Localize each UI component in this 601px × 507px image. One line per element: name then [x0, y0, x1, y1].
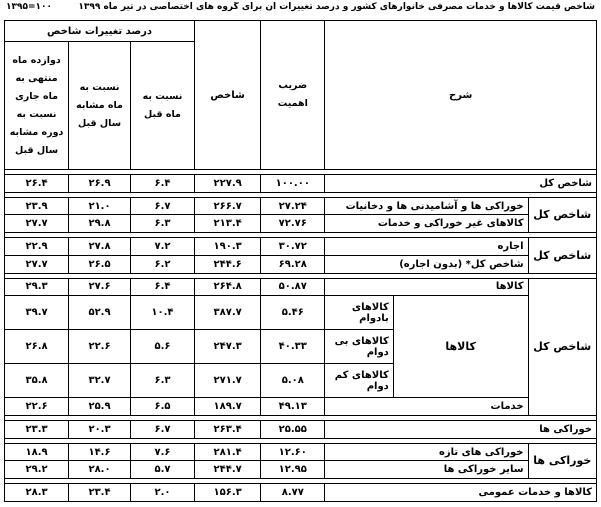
row-monthly: ۶.۲ — [130, 255, 194, 273]
row-twelve: ۲۳.۹ — [5, 197, 69, 215]
table-row — [5, 197, 597, 215]
row-description: سایر خوراکی ها — [325, 461, 528, 479]
row-twelve: ۲۷.۷ — [5, 215, 69, 233]
row-index: ۱۹۰.۳ — [195, 238, 261, 256]
table-row — [5, 443, 597, 461]
row-monthly: ۵.۷ — [130, 461, 194, 479]
header-row-1 — [5, 21, 597, 42]
row-index: ۲۴۷.۳ — [195, 330, 261, 364]
row-weight: ۱۲.۶۰ — [261, 443, 325, 461]
row-monthly: ۶.۴ — [130, 278, 194, 296]
header-change-group: درصد تغییرات شاخص — [5, 21, 195, 42]
header-yearly: نسبت به ماه مشابه سال قبل — [69, 42, 131, 170]
row-yearly: ۲۳.۴ — [69, 484, 131, 502]
table-row — [5, 175, 597, 193]
row-monthly: ۶.۷ — [130, 420, 194, 438]
header-monthly: نسبت به ماه قبل — [130, 42, 194, 170]
row-monthly: ۶.۳ — [130, 364, 194, 398]
table-row — [5, 255, 597, 273]
row-monthly: ۶.۷ — [130, 197, 194, 215]
row-twelve: ۲۲.۶ — [5, 398, 69, 416]
row-weight: ۶۹.۲۸ — [261, 255, 325, 273]
row-weight: ۵۰.۸۷ — [261, 278, 325, 296]
header-twelve: دوازده ماه منتهی به ماه جاری نسبت به دوره مشابه سال قبل — [5, 42, 69, 170]
row-weight: ۴۹.۱۳ — [261, 398, 325, 416]
row-monthly: ۶.۵ — [130, 398, 194, 416]
row-index: ۲۶۴.۸ — [195, 278, 261, 296]
row-yearly: ۲۹.۸ — [69, 215, 131, 233]
header-description: شرح — [325, 21, 597, 170]
row-yearly: ۲۷.۸ — [69, 238, 131, 256]
row-index: ۲۴۴.۶ — [195, 255, 261, 273]
row-description: شاخص کل — [325, 175, 597, 193]
row-index: ۲۸۱.۴ — [195, 443, 261, 461]
row-weight: ۴۰.۳۳ — [261, 330, 325, 364]
row-weight: ۳۰.۷۲ — [261, 238, 325, 256]
row-twelve: ۱۸.۹ — [5, 443, 69, 461]
row-description: خوراکی های تازه — [325, 443, 528, 461]
group-label-foods: خوراکی ها — [528, 443, 596, 478]
row-monthly: ۲.۰ — [130, 484, 194, 502]
row-monthly: ۶.۳ — [130, 215, 194, 233]
table-row — [5, 296, 597, 330]
row-description: اجاره — [325, 238, 528, 256]
row-weight: ۸.۷۷ — [261, 484, 325, 502]
row-weight: ۵.۰۸ — [261, 364, 325, 398]
row-index: ۲۱۳.۴ — [195, 215, 261, 233]
table-row — [5, 461, 597, 479]
cpi-table — [4, 20, 597, 502]
row-index: ۲۶۶.۷ — [195, 197, 261, 215]
table-row — [5, 484, 597, 502]
header-index: شاخص — [195, 21, 261, 170]
row-yearly: ۲۸.۰ — [69, 461, 131, 479]
row-twelve: ۲۲.۹ — [5, 238, 69, 256]
row-yearly: ۲۲.۶ — [69, 330, 131, 364]
row-twelve: ۲۷.۷ — [5, 255, 69, 273]
row-description: شاخص کل* (بدون اجاره) — [325, 255, 528, 273]
row-index: ۲۶۳.۴ — [195, 420, 261, 438]
row-yearly: ۱۴.۶ — [69, 443, 131, 461]
row-index: ۱۵۶.۳ — [195, 484, 261, 502]
row-description: خوراکی ها و آشامیدنی ها و دخانیات — [325, 197, 528, 215]
row-index: ۲۷۱.۷ — [195, 364, 261, 398]
row-description: کالاهای بی دوام — [325, 330, 393, 364]
table-row — [5, 278, 597, 296]
row-weight: ۱۲.۹۵ — [261, 461, 325, 479]
row-description: کالاهای کم دوام — [325, 364, 393, 398]
document-title-bar — [6, 2, 595, 16]
row-twelve: ۲۹.۳ — [5, 278, 69, 296]
row-index: ۲۴۴.۷ — [195, 461, 261, 479]
table-row — [5, 238, 597, 256]
row-index: ۳۸۷.۷ — [195, 296, 261, 330]
row-index: ۱۸۹.۷ — [195, 398, 261, 416]
row-twelve: ۲۹.۲ — [5, 461, 69, 479]
row-twelve: ۲۶.۴ — [5, 175, 69, 193]
row-weight: ۵.۴۶ — [261, 296, 325, 330]
row-index: ۲۲۷.۹ — [195, 175, 261, 193]
row-yearly: ۳۲.۷ — [69, 364, 131, 398]
row-description: کالاهای غیر خوراکی و خدمات — [325, 215, 528, 233]
row-yearly: ۲۵.۹ — [69, 398, 131, 416]
row-twelve: ۲۳.۳ — [5, 420, 69, 438]
group-label-total: شاخص کل — [528, 197, 596, 232]
row-twelve: ۲۸.۳ — [5, 484, 69, 502]
row-yearly: ۲۰.۳ — [69, 420, 131, 438]
table-row — [5, 420, 597, 438]
row-twelve: ۲۶.۸ — [5, 330, 69, 364]
header-weight: ضریب اهمیت — [261, 21, 325, 170]
row-monthly: ۱۰.۴ — [130, 296, 194, 330]
base-year: ۱۳۹۵=۱۰۰ — [6, 2, 52, 12]
table-row — [5, 398, 597, 416]
row-weight: ۲۵.۵۵ — [261, 420, 325, 438]
row-description: کالاها — [325, 278, 528, 296]
row-description: خدمات — [325, 398, 528, 416]
row-yearly: ۲۱.۰ — [69, 197, 131, 215]
row-monthly: ۵.۶ — [130, 330, 194, 364]
row-yearly: ۵۲.۹ — [69, 296, 131, 330]
row-weight: ۷۲.۷۶ — [261, 215, 325, 233]
row-weight: ۱۰۰.۰۰ — [261, 175, 325, 193]
group-label-total: شاخص کل — [528, 238, 596, 273]
row-monthly: ۷.۲ — [130, 238, 194, 256]
row-monthly: ۶.۴ — [130, 175, 194, 193]
row-monthly: ۷.۶ — [130, 443, 194, 461]
row-weight: ۲۷.۲۴ — [261, 197, 325, 215]
row-twelve: ۳۹.۷ — [5, 296, 69, 330]
row-yearly: ۲۷.۶ — [69, 278, 131, 296]
row-description: کالاها و خدمات عمومی — [325, 484, 597, 502]
group-label-total: شاخص کل — [528, 278, 596, 415]
document-title: شاخص قیمت کالاها و خدمات مصرفی خانوارهای کشور و درصد تغییرات آن برای گروه های اختصاصی در تیر ماه ۱۳۹۹ — [78, 2, 595, 12]
row-yearly: ۲۶.۵ — [69, 255, 131, 273]
group-label-goods: کالاها — [393, 296, 528, 398]
table-row — [5, 215, 597, 233]
row-description: کالاهای بادوام — [325, 296, 393, 330]
row-twelve: ۳۵.۸ — [5, 364, 69, 398]
row-description: خوراکی ها — [325, 420, 597, 438]
row-yearly: ۲۶.۹ — [69, 175, 131, 193]
